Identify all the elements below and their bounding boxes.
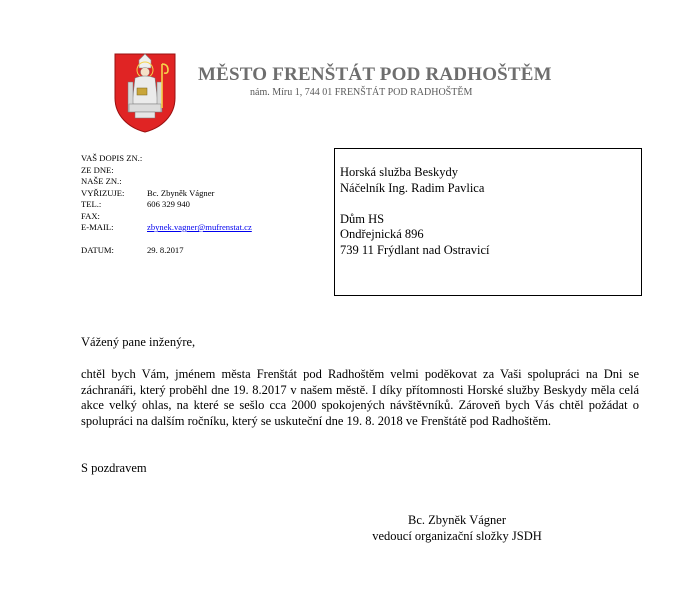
town-name: MĚSTO FRENŠTÁT POD RADHOŠTĚM (198, 64, 552, 85)
recipient-building: Dům HS (340, 211, 385, 226)
email-label: E-MAIL: (81, 222, 114, 232)
recipient-organization: Horská služba Beskydy (340, 165, 459, 179)
town-address: nám. Míru 1, 744 01 FRENŠTÁT POD RADHOŠTĚM (250, 87, 473, 98)
email-link[interactable]: zbynek.vagner@mufrenstat.cz (147, 222, 252, 232)
fax-label: FAX: (81, 210, 100, 221)
signature-name: Bc. Zbyněk Vágner (407, 513, 506, 527)
letter-body: chtěl bych Vám, jménem města Frenštát pod Radhoštěm velmi poděkovat za Vaši spolupráci na Dni se záchranáři, který proběhl dne 19. 8.2017 v našem městě. I díky přítomnosti Horské služby Beskydy měla celá akce velký ohlas, na které se sešlo cca 2000 spokojených návštěvníků. Zároveň bych Vás chtěl požádat o spolupráci na dalším ročníku, který se uskuteční dne 19. 8. 2018 ve Frenštátě pod Radhoštěm. (81, 367, 639, 428)
signature-block (362, 512, 552, 544)
closing: S pozdravem (81, 461, 147, 475)
tel-value: 606 329 940 (147, 199, 190, 209)
signature-title: vedoucí organizační složky JSDH (372, 529, 542, 543)
vyrizuje-value: Bc. Zbyněk Vágner (147, 187, 215, 198)
salutation: Vážený pane inženýre, (81, 335, 196, 349)
datum-label: DATUM: (81, 245, 114, 255)
reference-block (81, 153, 321, 263)
datum-value: 29. 8.2017 (147, 245, 184, 255)
vas-dopis-label: VAŠ DOPIS ZN.: (81, 153, 143, 163)
vyrizuje-label: VYŘIZUJE: (81, 187, 125, 198)
recipient-address-box (334, 148, 642, 296)
recipient-street: Ondřejnická 896 (340, 227, 424, 241)
nase-zn-label: NAŠE ZN.: (81, 176, 122, 186)
tel-label: TEL.: (81, 199, 102, 209)
ze-dne-label: ZE DNE: (81, 164, 114, 175)
recipient-city: 739 11 Frýdlant nad Ostravicí (340, 242, 490, 257)
town-coat-of-arms-icon (113, 52, 177, 134)
recipient-person: Náčelník Ing. Radim Pavlica (340, 180, 485, 195)
